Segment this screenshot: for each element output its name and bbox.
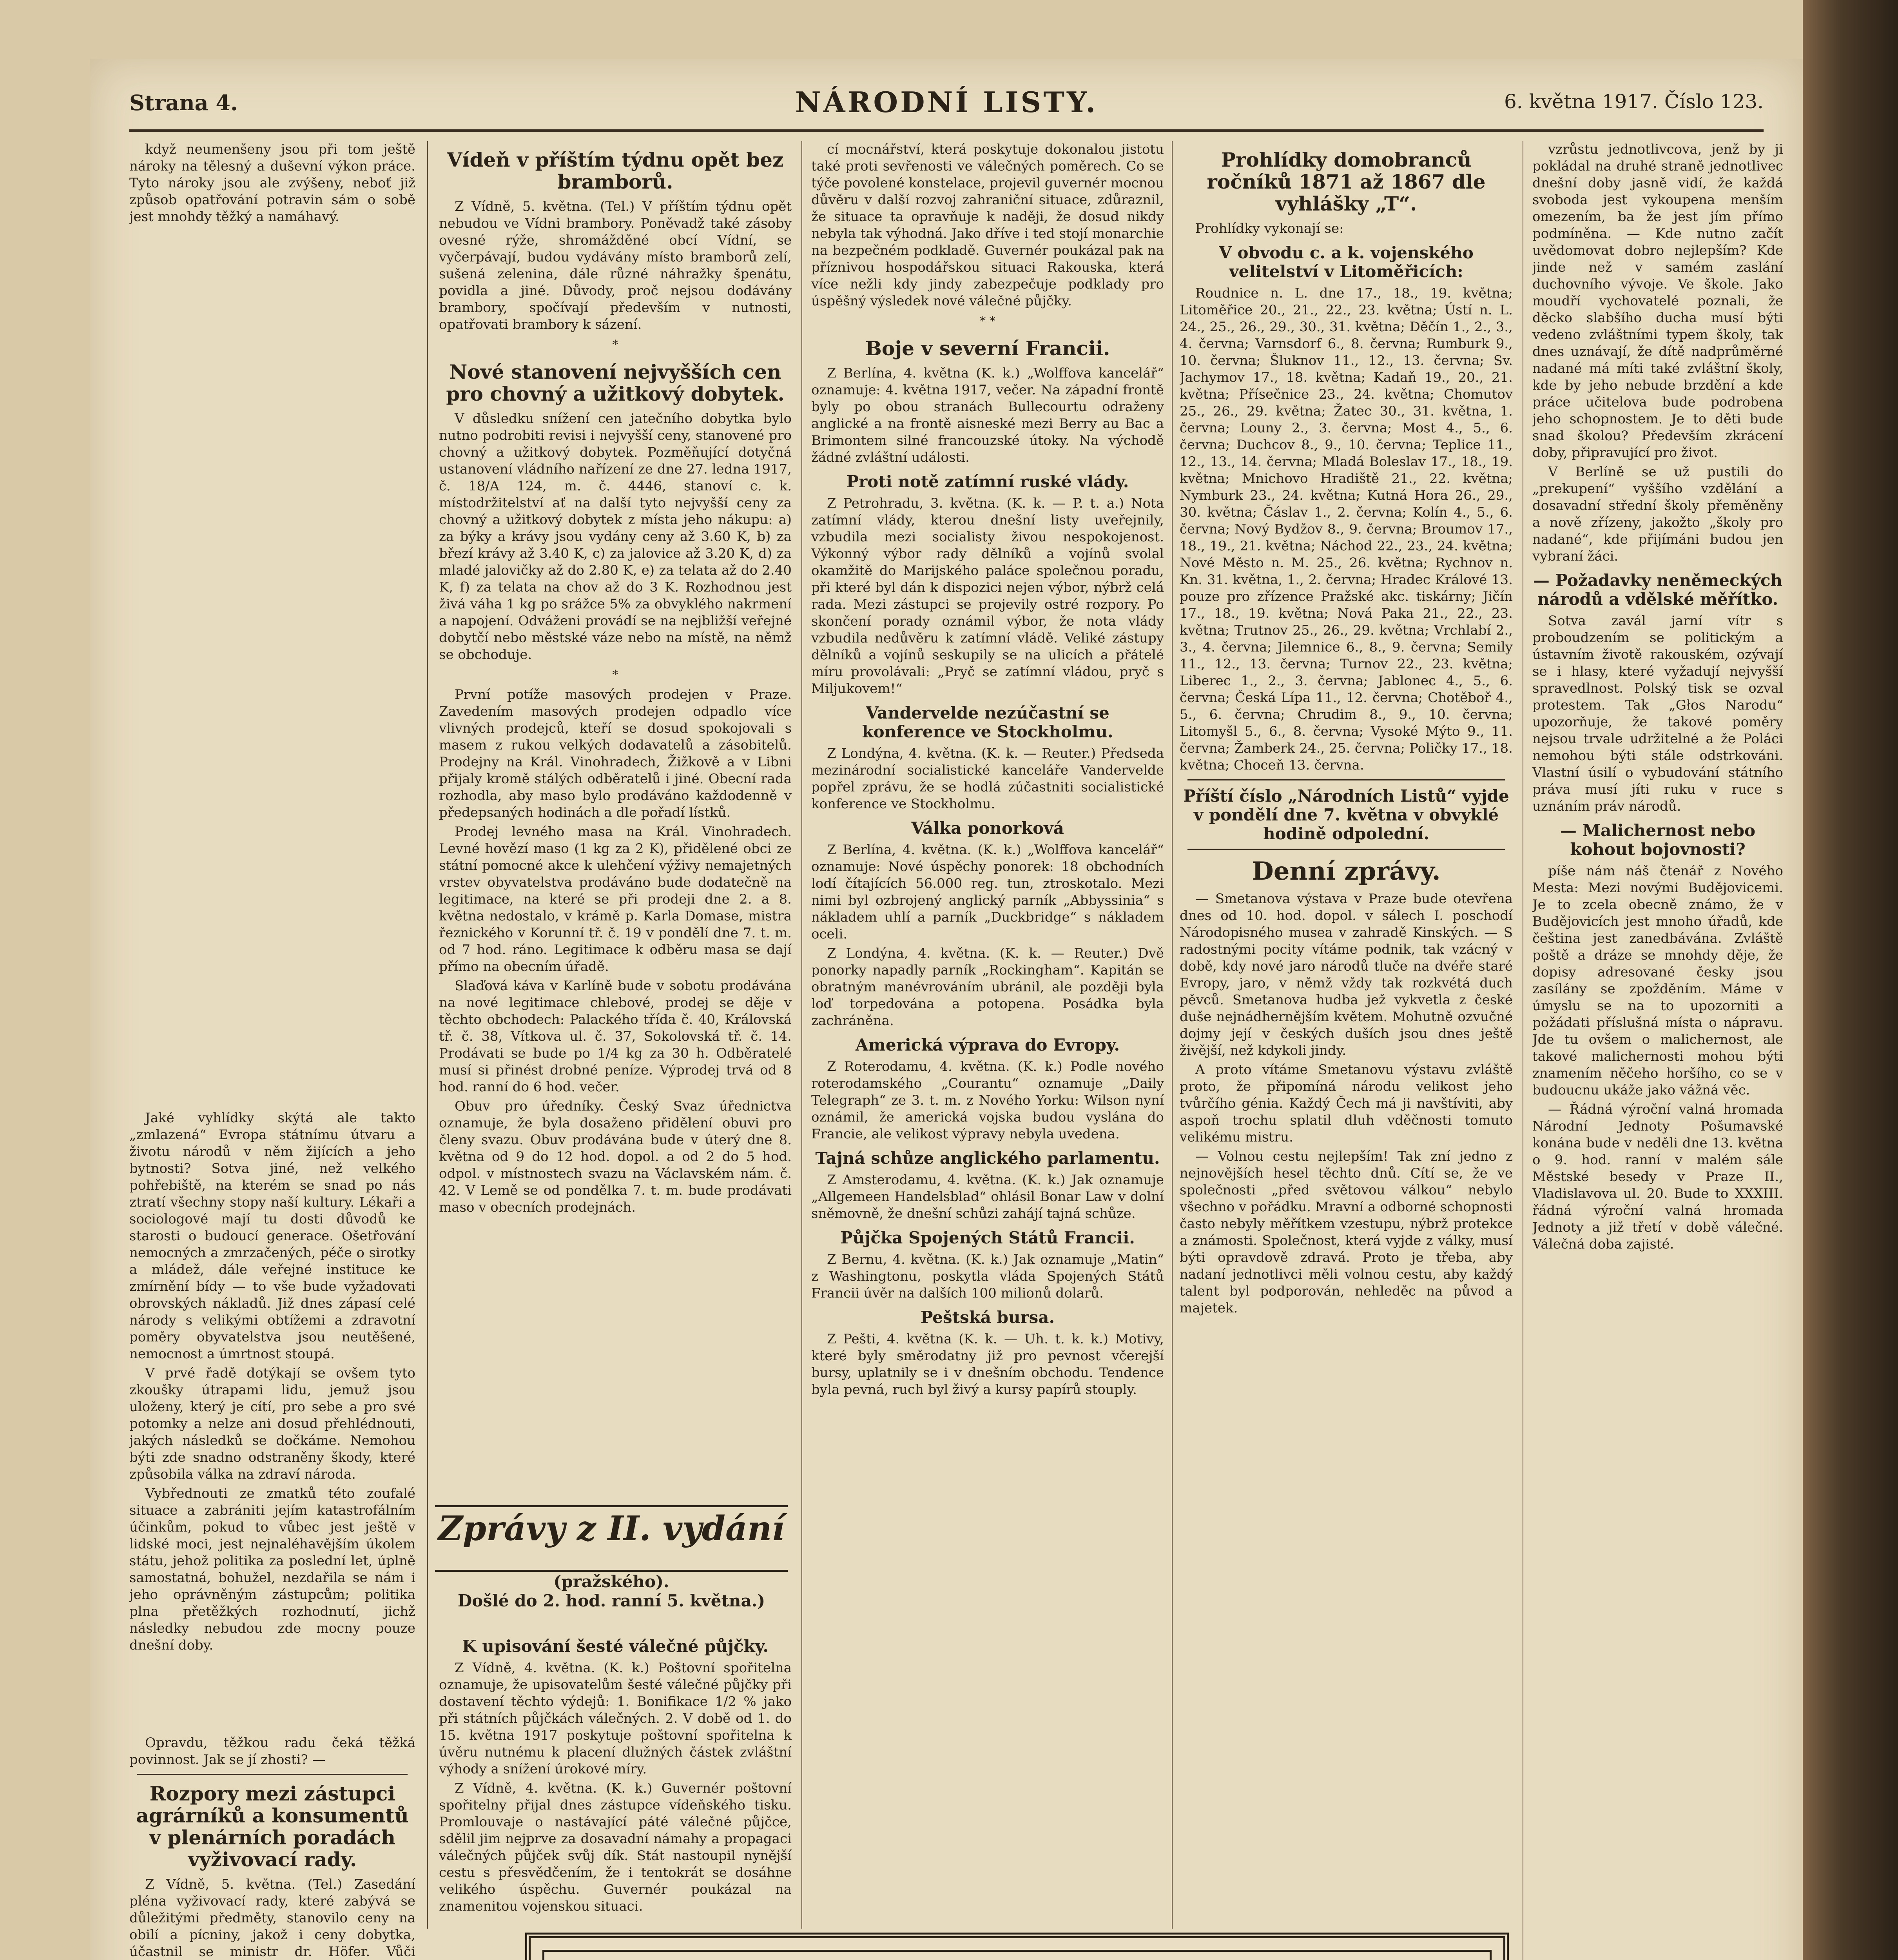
- article-paragraph: Sotva zavál jarní vítr s proboudzením se politickým a ústavním životě rakouském, ozývají se i hlasy, které vyžadují nejvyšší spravedlnost. Polský tisk se ozval protestem. Tak „Głos Narodu“ upozorňuje, že takové poměry nejsou trvale udržitelné a že Poláci nemohou býti stále odstrkováni. Vlastní úsilí o vybudování státního práva musí jíti ruku v ruce s uznáním práv národů.: [1532, 613, 1783, 814]
- article-subheadline: V obvodu c. a k. vojenského velitelství v Litoměřicích:: [1219, 243, 1474, 281]
- article-paragraph: Z Amsterodamu, 4. května. (K. k.) Jak oznamuje „Allgemeen Handelsblad“ ohlásil Bonar Law v dolní sněmovně, že dnešní schůzi zahájí tajná schůze.: [811, 1172, 1164, 1221]
- article-paragraph: Slaďová káva v Karlíně bude v sobotu prodávána na nové legitimace chlebové, prodej se děje v těchto obchodech: Palackého třída č. 40, Královská tř. č. 38, Vítkova ul. č. 37, Sokolovská tř. č. 14. Prodávati se bude po 1/4 kg za 30 h. Odběratelé musí si přinést drobné peníze. Výprodej trvá od 8 hod. ranní do 6 hod. večer.: [439, 978, 792, 1095]
- article-paragraph: vzrůstu jednotlivcova, jenž by ji pokládal na druhé straně jednotlivec dnešní doby jasně vidí, že každá svoboda jest vykoupena menším omezením, ba že jest jím přímo podmíněna. — Kde nutno začít uvědomovat dobro nejlepším? Kde jinde než v samém zaslání duchovního vývoje. Ve škole. Jako moudří vychovatelé poznali, že děcko slabšího ducha musí býti vedeno zvláštními typem školy, tak dnes uznávají, že dítě nadprůměrné nadané má míti také zvláštní školy, kde by jeho nebude brzdění a kde práce učitelova bude podrobena jeho schopnostem. Je to děti bude snad školou? Především zkrácení doby, připravující pro život.: [1532, 142, 1783, 461]
- article-headline: Válka ponorková: [911, 818, 1064, 838]
- article-paragraph: Z Vídně, 5. května. (Tel.) Zasedání pléna vyživovací rady, které zabývá se důležitými předměty, stanovilo ceny na obilí a pícniny, jakož i ceny dobytka, účastnil se ministr dr. Höfer. Vůči: [129, 1877, 415, 1960]
- article-subheadline: — Požadavky neněmeckých národů a vdělské měřítko.: [1533, 571, 1783, 609]
- column-5: [1532, 141, 1783, 1960]
- article-paragraph: Z Bernu, 4. května. (K. k.) Jak oznamuje „Matin“ z Washingtonu, poskytla vláda Spojených Států Francii úvěr na dalších 100 milionů dolarů.: [811, 1252, 1164, 1301]
- article-headline: Prohlídky domobranců ročníků 1871 až 1867 dle vyhlášky „T“.: [1207, 148, 1486, 215]
- article-paragraph: Z Londýna, 4. května. (K. k. — Reuter.) Předseda mezinárodní socialistické kanceláře Vandervelde popřel zprávu, že se hodlá zúčastniti socialistické konference ve Stockholmu.: [811, 746, 1164, 812]
- divider: [1187, 779, 1505, 780]
- issue-date: 6. května 1917. Číslo 123.: [1504, 90, 1764, 113]
- second-edition-subtitle: (pražského).: [553, 1572, 669, 1591]
- article-paragraph: Vybřednouti ze zmatků této zoufalé situace a zabrániti jejím katastrofálním účinkům, pokud to vůbec jest ještě v lidské moci, jest nejnaléhavějším úkolem státu, jehož politika za poslední let, úplně samostatná, bohužel, nezdařila se nám i jeho oprávněným zástupcům; politika plna přetěžkých rozhodnutí, jichž následky nebudou zde mocny pouze dnešní doby.: [129, 1486, 415, 1653]
- article-paragraph: V prvé řadě dotýkají se ovšem tyto zkoušky útrapami lidu, jemuž jsou uloženy, který je cítí, pro sebe a pro své potomky a nelze ani dosud přehlédnouti, jakých následků se dočkáme. Nemohou býti zde snadno odstraněny škody, které způsobila válka na zdraví národa.: [129, 1365, 415, 1482]
- article-paragraph: — Volnou cestu nejlepším! Tak zní jedno z nejnovějších hesel těchto dnů. Cítí se, že ve společnosti „před světovou válkou“ nebylo všechno v pořádku. Mravní a odborné schopnosti často nebyly měřítkem vzestupu, nýbrž protekce a známosti. Společnost, která vyjde z války, musí býti opravdově zdravá. Proto je třeba, aby nadaní jednotlivci měli volnou cestu, aby každý talent byl podporován, nehleděc na původ a majetek.: [1180, 1149, 1513, 1316]
- article-headline: Vandervelde nezúčastní se konference ve Stockholmu.: [862, 703, 1113, 741]
- article-paragraph: Z Petrohradu, 3. května. (K. k. — P. t. a.) Nota zatímní vlády, kterou dnešní listy uveřejnily, vzbudila mezi socialisty živou nespokojenost. Výkonný výbor rady dělníků a vojínů svolal okamžitě do Marijského paláce společnou poradu, při které byl dán k dispozici nejen výbor, nýbrž celá rada. Mezi zástupci se projevily ostré rozpory. Po skončení porady oznámil výbor, že nota vlády vzbudila nedůvěru k zatímní vládě. Veliké zástupy dělníků a vojínů seskupily se na ulicích a přátelé míru provolávali: „Pryč se zatímní vládou, pryč s Miljukovem!“: [811, 495, 1164, 697]
- article-headline: Půjčka Spojených Států Francii.: [840, 1228, 1135, 1247]
- article-paragraph: cí mocnářství, která poskytuje dokonalou jistotu také proti sevřenosti ve válečných poměrech. Co se týče povolené konstelace, projevil guvernér mocnou důvěru v další rozvoj zahraniční situace, zdůraznil, že situace ta opravňuje k naději, že dosud nikdy nebyla tak výhodná. Jako dříve i ted stojí monarchie na bezpečném podkladě. Guvernér poukázal pak na příznivou hospodářskou situaci Rakouska, která více nežli kdy jindy zabezpečuje podklady pro úspěšný výsledek nové válečné půjčky.: [811, 142, 1164, 309]
- article-headline: Nové stanovení nejvyšších cen pro chovný a užitkový dobytek.: [446, 360, 785, 405]
- ad-inner-frame: [542, 1950, 1492, 1960]
- article-paragraph: Jaké vyhlídky skýtá ale takto „zmlazená“ Evropa státnímu útvaru a životu národů v něm žijících a jeho bytnosti? Sotva jiné, než velkého pohřebiště, na kterém se snad po nás ztratí všechny stopy naší kultury. Lékaři a sociologové mají tu dosti důvodů ke starosti o budoucí generace. Ošetřování nemocných a zmrzačených, péče o sirotky a mládež, dále veřejné instituce ke zmírnění bídy — to vše bude vyžadovati obrovských nákladů. Již dnes zápasí celé národy s velikými obtížemi a zdravotní poměry obyvatelstva jsou neutěšené, nemocnost a úmrtnost stoupá.: [129, 1110, 415, 1362]
- article-headline: Vídeň v příštím týdnu opět bez bramborů.: [447, 148, 784, 193]
- printing-house-advertisement: [525, 1933, 1509, 1960]
- page-header: [129, 82, 1764, 132]
- section-headline: Denní zprávy.: [1252, 857, 1441, 886]
- article-headline: Boje v severní Francii.: [865, 337, 1110, 360]
- second-edition-time: Došlé do 2. hod. ranní 5. května.): [457, 1591, 765, 1610]
- column-divider: [801, 141, 802, 1929]
- column-divider: [427, 141, 428, 1929]
- article-headline: Tajná schůze anglického parlamentu.: [815, 1149, 1160, 1168]
- article-paragraph: Z Roterodamu, 4. května. (K. k.) Podle nového roterodamského „Courantu“ oznamuje „Daily Telegraph“ ze 3. t. m. z Nového Yorku: Wilson nyní oznámil, že americká vojska budou vyslána do Francie, ale velikost výpravy nebyla uvedena.: [811, 1059, 1164, 1142]
- page-binding-edge: [1803, 0, 1898, 1960]
- separator-star: *: [612, 668, 618, 682]
- article-paragraph: Z Vídně, 4. května. (K. k.) Guvernér poštovní spořitelny přijal dnes zástupce vídeňského tisku. Promlouvaje o nastávající páté válečné půjčce, sdělil jim nejprve za dosavadní námahy a propagaci válečných půjček svůj dík. Stát nastoupil nynější cestu s přesvědčením, že i tentokrát se dosáhne velikého úspěchu. Guvernér poukázal na znamenitou vojenskou situaci.: [439, 1780, 792, 1914]
- article-paragraph: Z Pešti, 4. května (K. k. — Uh. t. k. k.) Motivy, které byly směrodatny již pro pevnost včerejší bursy, uplatnily se i v dnešním obchodu. Tendence byla pevná, ruch byl živý a kursy papírů stouply.: [811, 1331, 1164, 1397]
- blank-space: [129, 228, 415, 1110]
- article-paragraph: když neumenšeny jsou při tom ještě nároky na tělesný a duševní výkon práce. Tyto nároky jsou ale zvýšeny, neboť již způsob opatřování potravin sám o sobě jest mnohdy těžký a namáhavý.: [129, 142, 415, 225]
- column-divider: [1172, 141, 1173, 1929]
- article-paragraph: V Berlíně se už pustili do „prekupení“ vyššího vzdělání a dosavadní střední školy přeměněny a nově zřízeny, jakožto „školy pro nadané“, kde přijímáni budou jen vybraní žáci.: [1532, 464, 1783, 564]
- notice-headline: Příští číslo „Národních Listů“ vyjde v pondělí dne 7. května v obvyklé hodině odpolední.: [1183, 786, 1509, 843]
- article-paragraph: Roudnice n. L. dne 17., 18., 19. května; Litoměřice 20., 21., 22., 23. května; Ústí n. L. 24., 25., 26., 29., 30., 31. května; Děčín 1., 2., 3., 4. června; Varnsdorf 6., 8. června; Rumburk 9., 10. června; Šluknov 11., 12., 13. června; Sv. Jachymov 17., 18. května; Kadaň 19., 20., 21. května; Přísečnice 23., 24. května; Chomutov 25., 26., 29. května; Žatec 30., 31. května, 1. června; Louny 2., 3. června; Most 4., 5., 6. června; Duchcov 8., 9., 10. června; Teplice 11., 12., 13., 14. června; Mladá Boleslav 17., 18., 19. května; Mnichovo Hradiště 21., 22. května; Nymburk 23., 24. května; Kutná Hora 26., 29., 30. května; Čáslav 1., 2. června; Kolín 4., 5., 6. června; Nový Bydžov 8., 9. června; Broumov 17., 18., 19., 21. května; Náchod 22., 23., 24. května; Nové Město n. M. 25., 26. května; Rychnov n. Kn. 31. května, 1., 2. června; Hradec Králové 13. pouze pro zřízence Pražské akc. tiskárny; Jičín 17., 18., 19. května; Nová Paka 21., 22., 23. května; Trutnov 25., 26., 29. května; Vrchlabí 2., 3., 4. června; Jilemnice 6., 8., 9. června; Semily 11., 12., 13. června; Turnov 22., 23. května; Liberec 1., 2., 3. června; Jablonec 4., 5., 6. června; Česká Lípa 11., 12. června; Chotěboř 4., 5., 6. června; Chrudim 8., 9., 10. června; Litomyšl 5., 6., 8. června; Vysoké Mýto 9., 11. června; Žamberk 24., 25. června; Poličky 17., 18. května; Choceň 13. června.: [1180, 285, 1513, 773]
- article-headline: Peštská bursa.: [920, 1308, 1055, 1327]
- column-1: [129, 141, 415, 1960]
- second-edition-sub: [435, 1572, 788, 1610]
- article-headline: Proti notě zatímní ruské vlády.: [846, 472, 1129, 491]
- newspaper-page: [90, 59, 1803, 1960]
- divider: [1187, 849, 1505, 850]
- article-headline: K upisování šesté válečné půjčky.: [462, 1637, 769, 1656]
- article-paragraph: — Řádná výroční valná hromada Národní Jednoty Pošumavské konána bude v neděli dne 13. května o 9. hod. ranní v malém sále Městské besedy v Praze II., Vladislavova ul. 20. Bude to XXXIII. řádná výroční valná hromada Jednoty a již třetí v době válečné. Válečná doba zajisté.: [1532, 1102, 1783, 1252]
- article-paragraph: Prohlídky vykonají se:: [1195, 221, 1344, 236]
- article-paragraph: Z Vídně, 4. května. (K. k.) Poštovní spořitelna oznamuje, že upisovatelům šesté válečné půjčky při dostavení těchto výdejů: 1. Bonifikace 1/2 % jako při státních půjčkách válečných. 2. V době od 1. do 15. května 1917 poskytuje poštovní spořitelna k úvěru nutnému k placení dlužných částek zvláštní výhody a snížení úrokové míry.: [439, 1660, 792, 1777]
- column-4: [1180, 141, 1513, 1929]
- article-paragraph: Prodej levného masa na Král. Vinohradech. Levné hovězí maso (1 kg za 2 K), přidělené obci ze státní pomocné akce k ulehčení výživy nemajetných vrstev obyvatelstva prodáváno bude dodatečně na legitimace, na které se při prodeji dne 2. a 8. května nedostalo, v krámě p. Karla Domase, mistra řeznického v Korunní tř. č. 19 v pondělí dne 7. t. m. od 7 hod. ráno. Legitimace k odběru masa se dají přímo na obecním úřadě.: [439, 824, 792, 975]
- blank-space: [129, 1656, 415, 1735]
- masthead-title: NÁRODNÍ LISTY.: [795, 85, 1098, 119]
- article-paragraph: V důsledku snížení cen jatečního dobytka bylo nutno podrobiti revisi i nejvyšší ceny, stanovené pro chovný a užitkový dobytek. Pozměňující dotyčná ustanovení vládního nařízení ze dne 27. ledna 1917, č. 18/A 124, m. č. 4446, stanoví c. k. místodržitelství ať na další tyto nejvyšší ceny za chovný a užitkový dobytek z místa jeho nákupu: a) za býky a krávy jsou vydány ceny až 3.60 K, b) za březí krávy až 3.40 K, c) za jalovice až 3.20 K, d) za mladé jalovičky až do 2.80 K, e) za telata až do 2.40 K, f) za telata na chov až do 3 K. Rozhodnou jest živá váha 1 kg po srážce 5% za obvyklého nakrmení a napojení. Odváženi provádí se na nejbližší veřejné dobytčí nebo městské váze nebo na místě, na němž se obchoduje.: [439, 411, 792, 662]
- second-edition-column: [439, 1631, 792, 1929]
- article-paragraph: — Smetanova výstava v Praze bude otevřena dnes od 10. hod. dopol. v sálech I. poschodí Národopisného musea v zahradě Kinských. — S radostnými pocity vítáme podnik, tak vzácný v době, kdy nové jaro národů tluče na dvéře staré Evropy, jaro, v němž vždy tak rozkvétá duch pěvců. Smetanova hudba jež vykvetla z české duše nejnádhernějším květem. Mohutně ozvučné dojmy její v českých duších jsou dnes ještě živější, než kdykoli jindy.: [1180, 891, 1513, 1058]
- separator-star: *: [612, 338, 618, 352]
- article-paragraph: Z Berlína, 4. května (K. k.) „Wolffova kancelář“ oznamuje: 4. května 1917, večer. Na západní frontě byly po obou stranách Bullecourtu odraženy anglické a na frontě aisneské mezi Berry au Bac a Brimontem silné francouzské útoky. Na východě žádné zvláštní události.: [811, 365, 1164, 465]
- page-number: Strana 4.: [129, 90, 238, 115]
- article-paragraph: A proto vítáme Smetanovu výstavu zvláště proto, že připomíná národu velikost jeho tvůrčího génia. Každý Čech má ji navštíviti, aby aspoň trochu splatil dluh vděčnosti tomuto velikému mistru.: [1180, 1062, 1513, 1145]
- article-paragraph: Z Londýna, 4. května. (K. k. — Reuter.) Dvě ponorky napadly parník „Rockingham“. Kapitán se obratným manévrováním ubránil, ale později byla loď torpedována a potopena. Posádka byla zachráněna.: [811, 946, 1164, 1029]
- article-headline: Americká výprava do Evropy.: [855, 1035, 1120, 1054]
- article-paragraph: Z Berlína, 4. května. (K. k.) „Wolffova kancelář“ oznamuje: Nové úspěchy ponorek: 18 obchodních lodí čítajících 56.000 reg. tun, ztroskotalo. Mezi nimi byl ozbrojený anglický parník „Abbyssinia“ s nákladem uhlí a parník „Duckbridge“ s nákladem oceli.: [811, 842, 1164, 942]
- article-paragraph: Z Vídně, 5. května. (Tel.) V příštím týdnu opět nebudou ve Vídni brambory. Poněvadž také zásoby ovesné rýže, shromážděné obcí Vídní, se vyčerpávají, budou vydávány místo bramborů zelí, sušená zelenina, dále různé náhražky špenátu, povidla a jiné. Důvody, proč nejsou dodávány brambory, spočívají především v nutnosti, opatřovati brambory k sázení.: [439, 199, 792, 332]
- article-paragraph: Opravdu, těžkou radu čeká těžká povinnost. Jak se jí zhosti? —: [129, 1735, 415, 1768]
- article-headline: Rozpory mezi zástupci agrárníků a konsumentů v plenárních poradách vyživovací rady.: [136, 1782, 409, 1871]
- second-edition-banner: Zprávy z II. vydání: [435, 1505, 788, 1572]
- article-paragraph: Obuv pro úředníky. Český Svaz úřednictva oznamuje, že byla dosaženo přidělení obuvi pro členy svazu. Obuv prodávána bude v úterý dne 8. května od 9 do 12 hod. dopol. a od 2 do 5 hod. odpol. v místnostech svazu na Václavském nám. č. 42. V Lemě se od pondělka 7. t. m. bude prodávati maso v obecních prodejnách.: [439, 1098, 792, 1215]
- separator-star: * *: [980, 314, 995, 328]
- column-3: [811, 141, 1164, 1929]
- divider: [137, 1774, 408, 1775]
- article-paragraph: První potíže masových prodejen v Praze. Zavedením masových prodejen odpadlo více vlivných prodejců, kteří se dosud spokojovali s masem z rukou velkých dodavatelů a zásobitelů. Prodejny na Král. Vinohradech, Žižkově a v Libni přijaly kromě stálých odběratelů i jiné. Obecní rada rozhodla, aby maso bylo prodáváno každodenně v předepsaných hodinách a dle pořadí lístků.: [439, 687, 792, 820]
- article-paragraph: píše nám náš čtenář z Nového Mesta: Mezi novými Budějovicemi. Je to zcela obecně známo, že v Budějovicích jest mnoho úřadů, kde čeština jest zanedbávána. Zvláště poště a dráze se mnohdy děje, že dopisy adresované česky jsou zasílány se zpožděním. Máme v úmyslu se na to upozorniti a požádati příslušná místa o nápravu. Jde tu ovšem o malichernost, ale takové malichernosti mohou býti znamením něčeho horšího, co se v budoucnu ukáže jako vážná věc.: [1532, 863, 1783, 1098]
- article-subheadline: — Malichernost nebo kohout bojovnosti?: [1560, 821, 1756, 859]
